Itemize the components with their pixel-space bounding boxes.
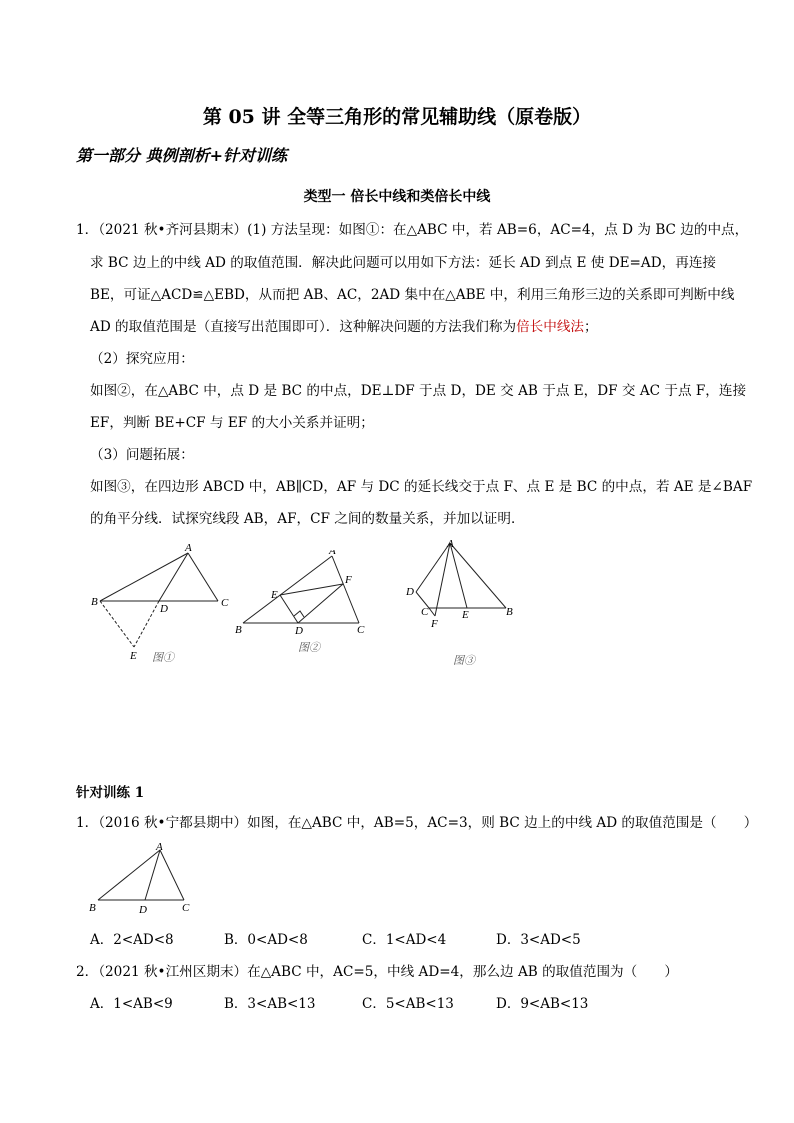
q1-part3-heading: （3）问题拓展： [90,447,194,463]
fig1-side-ab [100,553,188,601]
fig1-extension-de [134,601,159,647]
q1-line-4 [90,315,598,335]
q1-line-10: 的角平分线．试探究线段 AB，AF，CF 之间的数量关系，并加以证明． [90,511,525,527]
fig1-label-c: C [221,597,229,609]
q1-line-2: 求 BC 边上的中线 AD 的取值范围．解决此问题可以用如下方法：延长 AD 到点 E 使 DE=AD，再连接 [90,255,717,271]
figure-3 [400,535,520,674]
fig2-label-c: C [357,624,365,636]
fig4-label-c: C [182,902,190,914]
q1-line-7: EF，判断 BE+CF 与 EF 的大小关系并证明； [90,415,374,431]
training-q2-option-c: C．5<AB<13 [362,996,454,1012]
training-q1-option-d: D．3<AD<5 [496,932,581,948]
part-heading: 第一部分 典例剖析+针对训练 [76,146,287,165]
q1-line-4-text: AD 的取值范围是（直接写出范围即可）．这种解决问题的方法我们称为 [90,319,517,335]
fig2-label-a: A [329,550,336,557]
fig3-label-a: A [447,538,454,550]
fig1-caption: 图① [152,652,174,664]
fig4-label-b: B [89,902,96,914]
fig2-label-d: D [295,625,303,637]
fig2-caption: 图② [298,642,320,654]
fig1-median-ad [159,553,188,601]
q1-line-6: 如图②，在△ABC 中，点 D 是 BC 的中点，DE⊥DF 于点 D，DE 交 AB 于点 E，DF 交 AC 于点 F，连接 [90,383,747,399]
fig2-segment-de [280,595,298,623]
figure-1 [88,540,248,674]
q1-line-4-end: ； [584,319,598,335]
fig1-label-e: E [130,650,137,662]
fig2-segment-ef [280,584,343,595]
training-q2-option-a: A．1<AB<9 [90,996,173,1012]
q1-part2-heading: （2）探究应用： [90,351,194,367]
fig1-segment-be [100,601,134,647]
fig1-label-d: D [160,603,168,615]
fig3-label-e: E [462,609,469,621]
figure-2 [232,550,382,664]
q1-line-3: BE，可证△ACD≌△EBD，从而把 AB、AC，2AD 集中在△ABE 中，利用三角形三边的关系即可判断中线 [90,287,735,303]
fig2-side-ab [243,556,332,623]
training-q1-text: 1．（2016 秋•宁都县期中）如图，在△ABC 中，AB=5，AC=3，则 BC 边上的中线 AD 的取值范围是（ ） [76,815,758,831]
fig3-caption: 图③ [453,655,475,667]
fig3-extension-cf [429,608,435,616]
figure-4 [84,840,204,924]
fig4-side-ac [160,850,184,900]
training-q1-option-c: C．1<AD<4 [362,932,447,948]
type-heading: 类型一 倍长中线和类倍长中线 [303,189,491,205]
fig2-right-angle-mark [294,611,304,617]
training-q1-option-a: A．2<AD<8 [90,932,174,948]
training-q2-text: 2．（2021 秋•江州区期末）在△ABC 中，AC=5，中线 AD=4，那么边 AB 的取值范围为（ ） [76,964,679,980]
fig1-label-a: A [185,542,192,554]
training-heading: 针对训练 1 [76,785,145,801]
fig3-label-b: B [506,606,513,618]
fig4-label-d: D [139,904,147,916]
fig2-label-f: F [345,574,352,586]
method-name-highlight: 倍长中线法 [516,319,585,335]
page-title: 第 05 讲 全等三角形的常见辅助线（原卷版） [202,106,592,128]
q1-line-1: 1．（2021 秋•齐河县期末）(1) 方法呈现：如图①：在△ABC 中，若 AB=6，AC=4，点 D 为 BC 边的中点， [76,222,749,238]
q1-line-9: 如图③，在四边形 ABCD 中，AB∥CD，AF 与 DC 的延长线交于点 F、点 E 是 BC 的中点，若 AE 是∠BAF [90,479,753,495]
fig3-label-d: D [406,586,414,598]
fig2-label-e: E [271,589,278,601]
fig3-label-c: C [421,606,429,618]
fig4-side-ab [98,850,160,900]
training-q1-option-b: B．0<AD<8 [224,932,308,948]
fig4-median-ad [145,850,160,900]
fig1-side-ac [188,553,218,601]
fig2-label-b: B [235,624,242,636]
fig1-label-b: B [91,596,98,608]
training-q2-option-b: B．3<AB<13 [224,996,316,1012]
fig2-segment-df [298,584,343,623]
fig4-label-a: A [156,841,163,853]
training-q2-option-d: D．9<AB<13 [496,996,589,1012]
fig3-label-f: F [431,618,438,630]
